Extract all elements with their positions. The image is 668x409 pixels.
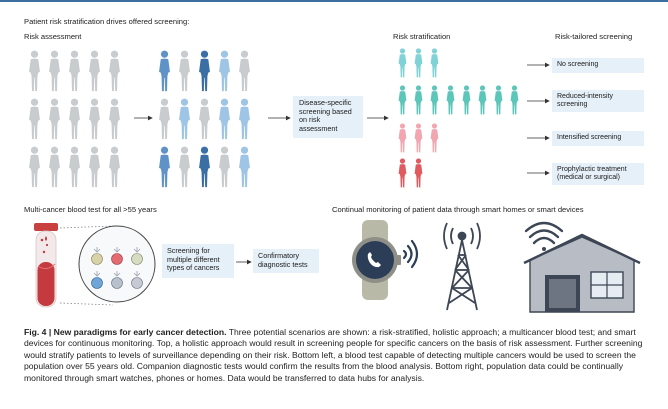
person-figure xyxy=(159,51,170,92)
confirmatory-box: Confirmatory diagnostic tests xyxy=(253,249,319,273)
person-figure xyxy=(199,51,210,92)
blood-test-title: Multi-cancer blood test for all >55 years xyxy=(24,205,157,214)
person-figure xyxy=(511,85,519,114)
person-figure xyxy=(415,48,423,77)
person-figure xyxy=(89,51,100,92)
person-figure xyxy=(431,48,439,77)
caption-text: Three potential scenarios are shown: a risk-stratified, holistic approach; a multicancer blood test; and smart devices for continuous monitoring. Top, a holistic approach would result in screening people for specific cancers on the basis of risk assessment. Further screening would stratify patients to levels of surveillance depending on their risk. Bottom left, a blood test capable of detecting multiple cancers would be used to screen the population over 55 years old. Companion diagnostic tests would confirm the results from the blood analysis. Bottom right, population data could be continually monitored through smart watches, phones or homes. Data would be transferred to data hubs for analysis. xyxy=(24,327,643,383)
caption-label: Fig. 4 | New paradigms for early cancer detection. xyxy=(24,327,227,337)
person-figure xyxy=(109,51,120,92)
person-figure xyxy=(49,51,60,92)
person-figure xyxy=(49,99,60,140)
person-figure xyxy=(431,85,439,114)
risk-stratification-label: Risk stratification xyxy=(393,32,451,41)
person-figure xyxy=(179,147,190,188)
option-prophylactic: Prophylactic treatment (medical or surgical) xyxy=(552,163,644,185)
person-figure xyxy=(495,85,503,114)
monitoring-title: Continual monitoring of patient data through smart homes or smart devices xyxy=(332,205,584,214)
risk-assessment-label: Risk assessment xyxy=(24,32,82,41)
smartwatch-icon xyxy=(352,220,401,300)
signal-waves-icon xyxy=(404,241,417,267)
disease-specific-box: Disease-specific screening based on risk assessment xyxy=(293,96,363,138)
person-figure xyxy=(179,51,190,92)
person-figure xyxy=(199,147,210,188)
person-figure xyxy=(415,85,423,114)
person-figure xyxy=(179,99,190,140)
person-figure xyxy=(399,158,407,187)
zoom-line-bottom xyxy=(60,303,113,305)
magnified-sample xyxy=(79,226,155,302)
option-reduced-intensity: Reduced-intensity screening xyxy=(552,90,644,112)
person-figure xyxy=(239,147,250,188)
person-figure xyxy=(479,85,487,114)
person-figure xyxy=(29,99,40,140)
person-figure xyxy=(415,123,423,152)
person-figure xyxy=(219,147,230,188)
person-figure xyxy=(399,48,407,77)
person-figure xyxy=(109,99,120,140)
person-figure xyxy=(159,99,170,140)
person-figure xyxy=(399,123,407,152)
blood-tube-icon xyxy=(34,223,58,307)
person-figure xyxy=(109,147,120,188)
screening-multiple-box: Screening for multiple different types of cancers xyxy=(162,244,234,278)
cell-tower-icon xyxy=(444,223,480,310)
person-figure xyxy=(89,147,100,188)
smart-home-icon xyxy=(524,235,640,312)
risk-tailored-label: Risk-tailored screening xyxy=(555,32,633,41)
person-figure xyxy=(49,147,60,188)
option-intensified: Intensified screening xyxy=(552,131,644,146)
person-figure xyxy=(239,99,250,140)
person-figure xyxy=(447,85,455,114)
person-figure xyxy=(415,158,423,187)
person-figure xyxy=(29,147,40,188)
person-figure xyxy=(69,99,80,140)
person-figure xyxy=(219,99,230,140)
person-figure xyxy=(159,147,170,188)
top-title: Patient risk stratification drives offered screening: xyxy=(24,17,190,26)
person-figure xyxy=(431,123,439,152)
person-figure xyxy=(219,51,230,92)
person-figure xyxy=(29,51,40,92)
person-figure xyxy=(89,99,100,140)
person-figure xyxy=(239,51,250,92)
option-no-screening: No screening xyxy=(552,58,644,73)
person-figure xyxy=(69,147,80,188)
person-figure xyxy=(199,99,210,140)
person-figure xyxy=(463,85,471,114)
person-figure xyxy=(69,51,80,92)
person-figure xyxy=(399,85,407,114)
